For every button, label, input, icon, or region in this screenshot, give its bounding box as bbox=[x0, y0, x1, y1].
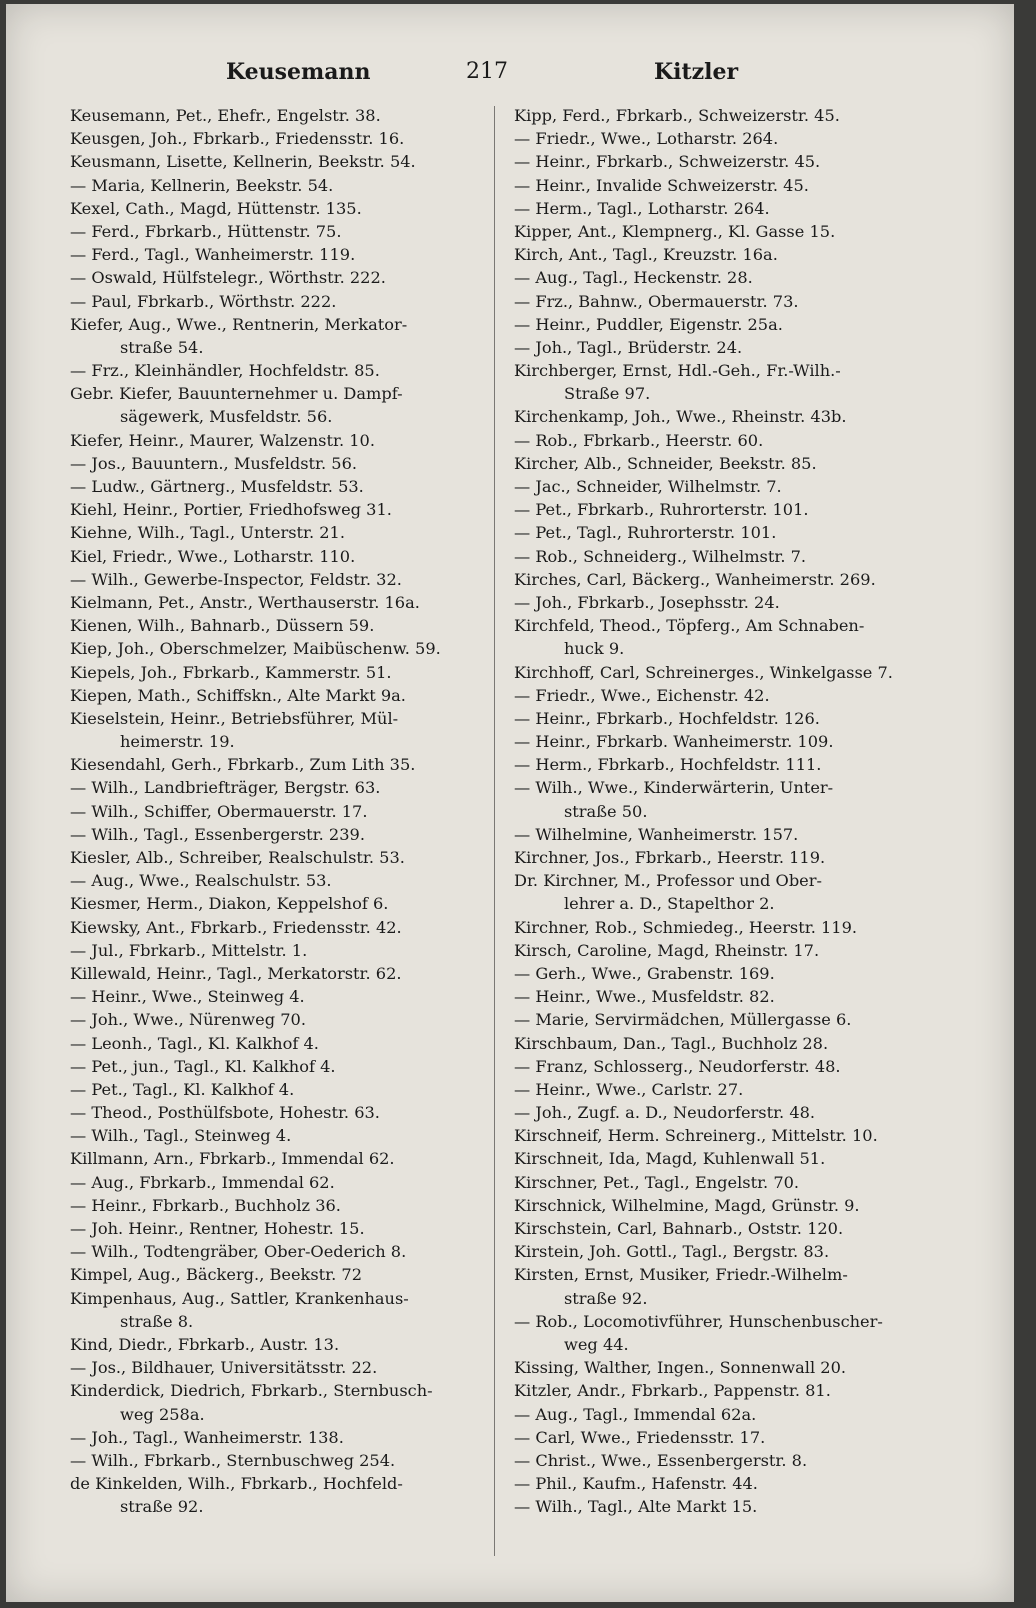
directory-entry: Gebr. Kiefer, Bauunternehmer u. Dampf- bbox=[70, 384, 403, 404]
directory-entry: — Pet., Fbrkarb., Ruhrorterstr. 101. bbox=[514, 500, 809, 520]
directory-entry: — Wilhelmine, Wanheimerstr. 157. bbox=[514, 824, 799, 844]
directory-entry-continuation: straße 92. bbox=[120, 1497, 204, 1517]
directory-entry: — Pet., Tagl., Kl. Kalkhof 4. bbox=[70, 1079, 295, 1099]
directory-entry: — Heinr., Fbrkarb., Buchholz 36. bbox=[70, 1195, 341, 1215]
directory-entry: Kiehne, Wilh., Tagl., Unterstr. 21. bbox=[70, 523, 346, 543]
directory-entry: — Heinr., Fbrkarb., Hochfeldstr. 126. bbox=[514, 708, 820, 728]
directory-entry: Kirsch, Caroline, Magd, Rheinstr. 17. bbox=[514, 940, 820, 960]
directory-entry: — Jac., Schneider, Wilhelmstr. 7. bbox=[514, 477, 782, 496]
directory-entry: — Jos., Bauuntern., Musfeldstr. 56. bbox=[70, 453, 358, 473]
directory-entry: — Carl, Wwe., Friedensstr. 17. bbox=[514, 1427, 766, 1447]
directory-entry: Kiesendahl, Gerh., Fbrkarb., Zum Lith 35. bbox=[70, 755, 416, 775]
directory-entry: — Heinr., Fbrkarb., Schweizerstr. 45. bbox=[514, 152, 821, 172]
directory-entry: Killmann, Arn., Fbrkarb., Immendal 62. bbox=[70, 1149, 395, 1169]
directory-entry: Kirschneit, Ida, Magd, Kuhlenwall 51. bbox=[514, 1149, 826, 1169]
directory-entry: Kirschner, Pet., Tagl., Engelstr. 70. bbox=[514, 1172, 800, 1192]
directory-entry: — Heinr., Invalide Schweizerstr. 45. bbox=[514, 175, 809, 195]
directory-entry-continuation: straße 92. bbox=[564, 1288, 648, 1308]
directory-entry: — Rob., Fbrkarb., Heerstr. 60. bbox=[514, 430, 764, 450]
directory-entry: — Ferd., Tagl., Wanheimerstr. 119. bbox=[70, 245, 356, 265]
directory-entry: Kiefer, Heinr., Maurer, Walzenstr. 10. bbox=[70, 430, 375, 450]
directory-entry: — Wilh., Tagl., Alte Markt 15. bbox=[514, 1497, 758, 1517]
directory-entry-continuation: lehrer a. D., Stapelthor 2. bbox=[564, 894, 775, 914]
directory-entry-continuation: straße 50. bbox=[564, 801, 648, 821]
directory-entry: Kielmann, Pet., Anstr., Werthauserstr. 16a. bbox=[70, 592, 420, 612]
directory-entry: — Paul, Fbrkarb., Wörthstr. 222. bbox=[70, 291, 337, 311]
directory-entry: — Rob., Locomotivführer, Hunschenbuscher- bbox=[514, 1311, 883, 1331]
directory-entry: — Friedr., Wwe., Lotharstr. 264. bbox=[514, 129, 779, 149]
directory-entry-continuation: heimerstr. 19. bbox=[120, 732, 235, 752]
directory-entry: Kiesler, Alb., Schreiber, Realschulstr. 53. bbox=[70, 848, 405, 867]
directory-entry: Kiel, Friedr., Wwe., Lotharstr. 110. bbox=[70, 546, 356, 566]
directory-entry: — Wilh., Fbrkarb., Sternbuschweg 254. bbox=[70, 1450, 396, 1470]
directory-entry: — Wilh., Landbriefträger, Bergstr. 63. bbox=[70, 778, 381, 798]
directory-entry: Kirschbaum, Dan., Tagl., Buchholz 28. bbox=[514, 1033, 829, 1053]
directory-entry: — Pet., Tagl., Ruhrorterstr. 101. bbox=[514, 523, 777, 543]
directory-entry: — Heinr., Puddler, Eigenstr. 25a. bbox=[514, 314, 783, 334]
directory-entry: Kipper, Ant., Klempnerg., Kl. Gasse 15. bbox=[514, 221, 836, 241]
directory-entry: Keusmann, Lisette, Kellnerin, Beekstr. 54. bbox=[70, 152, 416, 172]
directory-entry: Keusemann, Pet., Ehefr., Engelstr. 38. bbox=[70, 106, 381, 125]
directory-entry: — Aug., Fbrkarb., Immendal 62. bbox=[70, 1172, 335, 1192]
directory-entry: Kiewsky, Ant., Fbrkarb., Friedensstr. 42. bbox=[70, 917, 402, 937]
directory-entry-continuation: straße 8. bbox=[120, 1311, 194, 1331]
directory-entry: Kirschnick, Wilhelmine, Magd, Grünstr. 9. bbox=[514, 1195, 860, 1215]
directory-entry-continuation: sägewerk, Musfeldstr. 56. bbox=[120, 407, 333, 427]
directory-entry: Kind, Diedr., Fbrkarb., Austr. 13. bbox=[70, 1334, 340, 1354]
directory-entry: Kirsten, Ernst, Musiker, Friedr.-Wilhelm- bbox=[514, 1265, 848, 1285]
directory-entry: — Joh., Zugf. a. D., Neudorferstr. 48. bbox=[514, 1103, 816, 1123]
directory-entry: — Aug., Wwe., Realschulstr. 53. bbox=[70, 871, 332, 891]
page-number: 217 bbox=[466, 59, 508, 84]
directory-entry: — Ferd., Fbrkarb., Hüttenstr. 75. bbox=[70, 221, 342, 241]
directory-entry: Kipp, Ferd., Fbrkarb., Schweizerstr. 45. bbox=[514, 106, 840, 125]
directory-entry: — Friedr., Wwe., Eichenstr. 42. bbox=[514, 685, 770, 705]
column-divider bbox=[494, 106, 495, 1556]
directory-entry: — Frz., Bahnw., Obermauerstr. 73. bbox=[514, 291, 799, 311]
directory-entry: Kiepels, Joh., Fbrkarb., Kammerstr. 51. bbox=[70, 662, 392, 682]
directory-entry: — Herm., Tagl., Lotharstr. 264. bbox=[514, 198, 770, 218]
directory-entry: — Maria, Kellnerin, Beekstr. 54. bbox=[70, 175, 334, 195]
directory-entry-continuation: straße 54. bbox=[120, 337, 204, 357]
directory-entry: — Wilh., Tagl., Steinweg 4. bbox=[70, 1126, 292, 1146]
directory-entry: Kiep, Joh., Oberschmelzer, Maibüschenw. 59. bbox=[70, 639, 441, 659]
directory-entry: Kiefer, Aug., Wwe., Rentnerin, Merkator- bbox=[70, 314, 408, 334]
directory-entry: — Leonh., Tagl., Kl. Kalkhof 4. bbox=[70, 1033, 319, 1053]
directory-entry: Kirschneif, Herm. Schreinerg., Mittelstr. 10. bbox=[514, 1126, 878, 1146]
directory-entry: Kirches, Carl, Bäckerg., Wanheimerstr. 269. bbox=[514, 569, 876, 589]
directory-entry: — Wilh., Gewerbe-Inspector, Feldstr. 32. bbox=[70, 569, 402, 589]
header-right-catchword: Kitzler bbox=[654, 59, 739, 85]
directory-entry: — Herm., Fbrkarb., Hochfeldstr. 111. bbox=[514, 755, 822, 775]
directory-entry: — Joh., Fbrkarb., Josephsstr. 24. bbox=[514, 592, 780, 612]
directory-entry: Kiehl, Heinr., Portier, Friedhofsweg 31. bbox=[70, 500, 392, 520]
directory-entry: Kinderdick, Diedrich, Fbrkarb., Sternbusch- bbox=[70, 1381, 433, 1401]
directory-entry: Kirchberger, Ernst, Hdl.-Geh., Fr.-Wilh.- bbox=[514, 361, 841, 381]
directory-entry: — Jos., Bildhauer, Universitätsstr. 22. bbox=[70, 1358, 378, 1378]
directory-entry: — Wilh., Wwe., Kinderwärterin, Unter- bbox=[514, 778, 834, 798]
directory-entry-continuation: weg 258a. bbox=[120, 1404, 205, 1424]
directory-entry: — Oswald, Hülfstelegr., Wörthstr. 222. bbox=[70, 268, 386, 288]
directory-entry: Kissing, Walther, Ingen., Sonnenwall 20. bbox=[514, 1358, 847, 1378]
directory-entry: — Ludw., Gärtnerg., Musfeldstr. 53. bbox=[70, 477, 364, 496]
directory-entry: Keusgen, Joh., Fbrkarb., Friedensstr. 16. bbox=[70, 129, 405, 149]
directory-entry: — Wilh., Todtengräber, Ober-Oederich 8. bbox=[70, 1242, 407, 1262]
directory-entry: — Christ., Wwe., Essenbergerstr. 8. bbox=[514, 1450, 808, 1470]
directory-entry: — Frz., Kleinhändler, Hochfeldstr. 85. bbox=[70, 361, 380, 381]
directory-entry: — Gerh., Wwe., Grabenstr. 169. bbox=[514, 963, 775, 983]
directory-entry: de Kinkelden, Wilh., Fbrkarb., Hochfeld- bbox=[70, 1474, 403, 1494]
directory-entry: — Rob., Schneiderg., Wilhelmstr. 7. bbox=[514, 546, 807, 566]
directory-entry: Kexel, Cath., Magd, Hüttenstr. 135. bbox=[70, 198, 362, 218]
directory-entry: — Heinr., Wwe., Musfeldstr. 82. bbox=[514, 987, 775, 1007]
directory-entry: Kienen, Wilh., Bahnarb., Düssern 59. bbox=[70, 616, 375, 636]
directory-entry: — Phil., Kaufm., Hafenstr. 44. bbox=[514, 1474, 758, 1494]
directory-entry-continuation: weg 44. bbox=[564, 1334, 629, 1354]
directory-entry: — Heinr., Wwe., Steinweg 4. bbox=[70, 987, 305, 1007]
directory-entry: — Jul., Fbrkarb., Mittelstr. 1. bbox=[70, 940, 308, 960]
directory-entry-continuation: huck 9. bbox=[564, 639, 625, 659]
left-column bbox=[70, 104, 490, 1518]
header-left-catchword: Keusemann bbox=[226, 59, 371, 85]
directory-entry: — Aug., Tagl., Immendal 62a. bbox=[514, 1404, 757, 1424]
directory-entry: Killewald, Heinr., Tagl., Merkatorstr. 62. bbox=[70, 963, 402, 983]
directory-entry: — Joh., Tagl., Brüderstr. 24. bbox=[514, 337, 743, 357]
directory-entry: — Wilh., Schiffer, Obermauerstr. 17. bbox=[70, 801, 368, 821]
directory-entry: Kiesmer, Herm., Diakon, Keppelshof 6. bbox=[70, 894, 389, 914]
directory-entry: — Marie, Servirmädchen, Müllergasse 6. bbox=[514, 1010, 852, 1030]
directory-entry: Kircher, Alb., Schneider, Beekstr. 85. bbox=[514, 453, 817, 473]
directory-entry: Kirchner, Jos., Fbrkarb., Heerstr. 119. bbox=[514, 848, 826, 867]
directory-entry: Kirschstein, Carl, Bahnarb., Oststr. 120. bbox=[514, 1219, 844, 1238]
directory-entry: — Joh., Wwe., Nürenweg 70. bbox=[70, 1010, 306, 1030]
directory-entry: — Pet., jun., Tagl., Kl. Kalkhof 4. bbox=[70, 1056, 336, 1076]
directory-page bbox=[6, 4, 1014, 1602]
directory-entry: Kirchenkamp, Joh., Wwe., Rheinstr. 43b. bbox=[514, 407, 847, 427]
directory-entry: Kirstein, Joh. Gottl., Tagl., Bergstr. 83. bbox=[514, 1242, 830, 1262]
directory-entry: — Theod., Posthülfsbote, Hohestr. 63. bbox=[70, 1103, 380, 1123]
directory-entry: — Heinr., Fbrkarb. Wanheimerstr. 109. bbox=[514, 732, 834, 752]
right-column bbox=[514, 104, 959, 1518]
directory-entry: — Aug., Tagl., Heckenstr. 28. bbox=[514, 268, 753, 288]
directory-entry: — Joh., Tagl., Wanheimerstr. 138. bbox=[70, 1427, 344, 1447]
directory-entry-continuation: Straße 97. bbox=[564, 384, 651, 404]
directory-entry: Dr. Kirchner, M., Professor und Ober- bbox=[514, 871, 822, 891]
directory-entry: Kirch, Ant., Tagl., Kreuzstr. 16a. bbox=[514, 245, 778, 265]
directory-entry: — Heinr., Wwe., Carlstr. 27. bbox=[514, 1079, 744, 1099]
directory-entry: Kimpel, Aug., Bäckerg., Beekstr. 72 bbox=[70, 1265, 363, 1285]
page-header bbox=[6, 59, 1014, 93]
directory-entry: Kimpenhaus, Aug., Sattler, Krankenhaus- bbox=[70, 1288, 409, 1308]
directory-entry: — Wilh., Tagl., Essenbergerstr. 239. bbox=[70, 824, 365, 844]
directory-entry: Kieselstein, Heinr., Betriebsführer, Mül- bbox=[70, 708, 399, 728]
directory-entry: Kiepen, Math., Schiffskn., Alte Markt 9a. bbox=[70, 685, 406, 705]
directory-entry: Kirchfeld, Theod., Töpferg., Am Schnaben- bbox=[514, 616, 865, 636]
directory-entry: Kitzler, Andr., Fbrkarb., Pappenstr. 81. bbox=[514, 1381, 831, 1401]
directory-entry: — Franz, Schlosserg., Neudorferstr. 48. bbox=[514, 1056, 841, 1076]
directory-entry: Kirchhoff, Carl, Schreinerges., Winkelgasse 7. bbox=[514, 662, 893, 682]
directory-entry: Kirchner, Rob., Schmiedeg., Heerstr. 119. bbox=[514, 917, 858, 937]
directory-entry: — Joh. Heinr., Rentner, Hohestr. 15. bbox=[70, 1219, 365, 1238]
